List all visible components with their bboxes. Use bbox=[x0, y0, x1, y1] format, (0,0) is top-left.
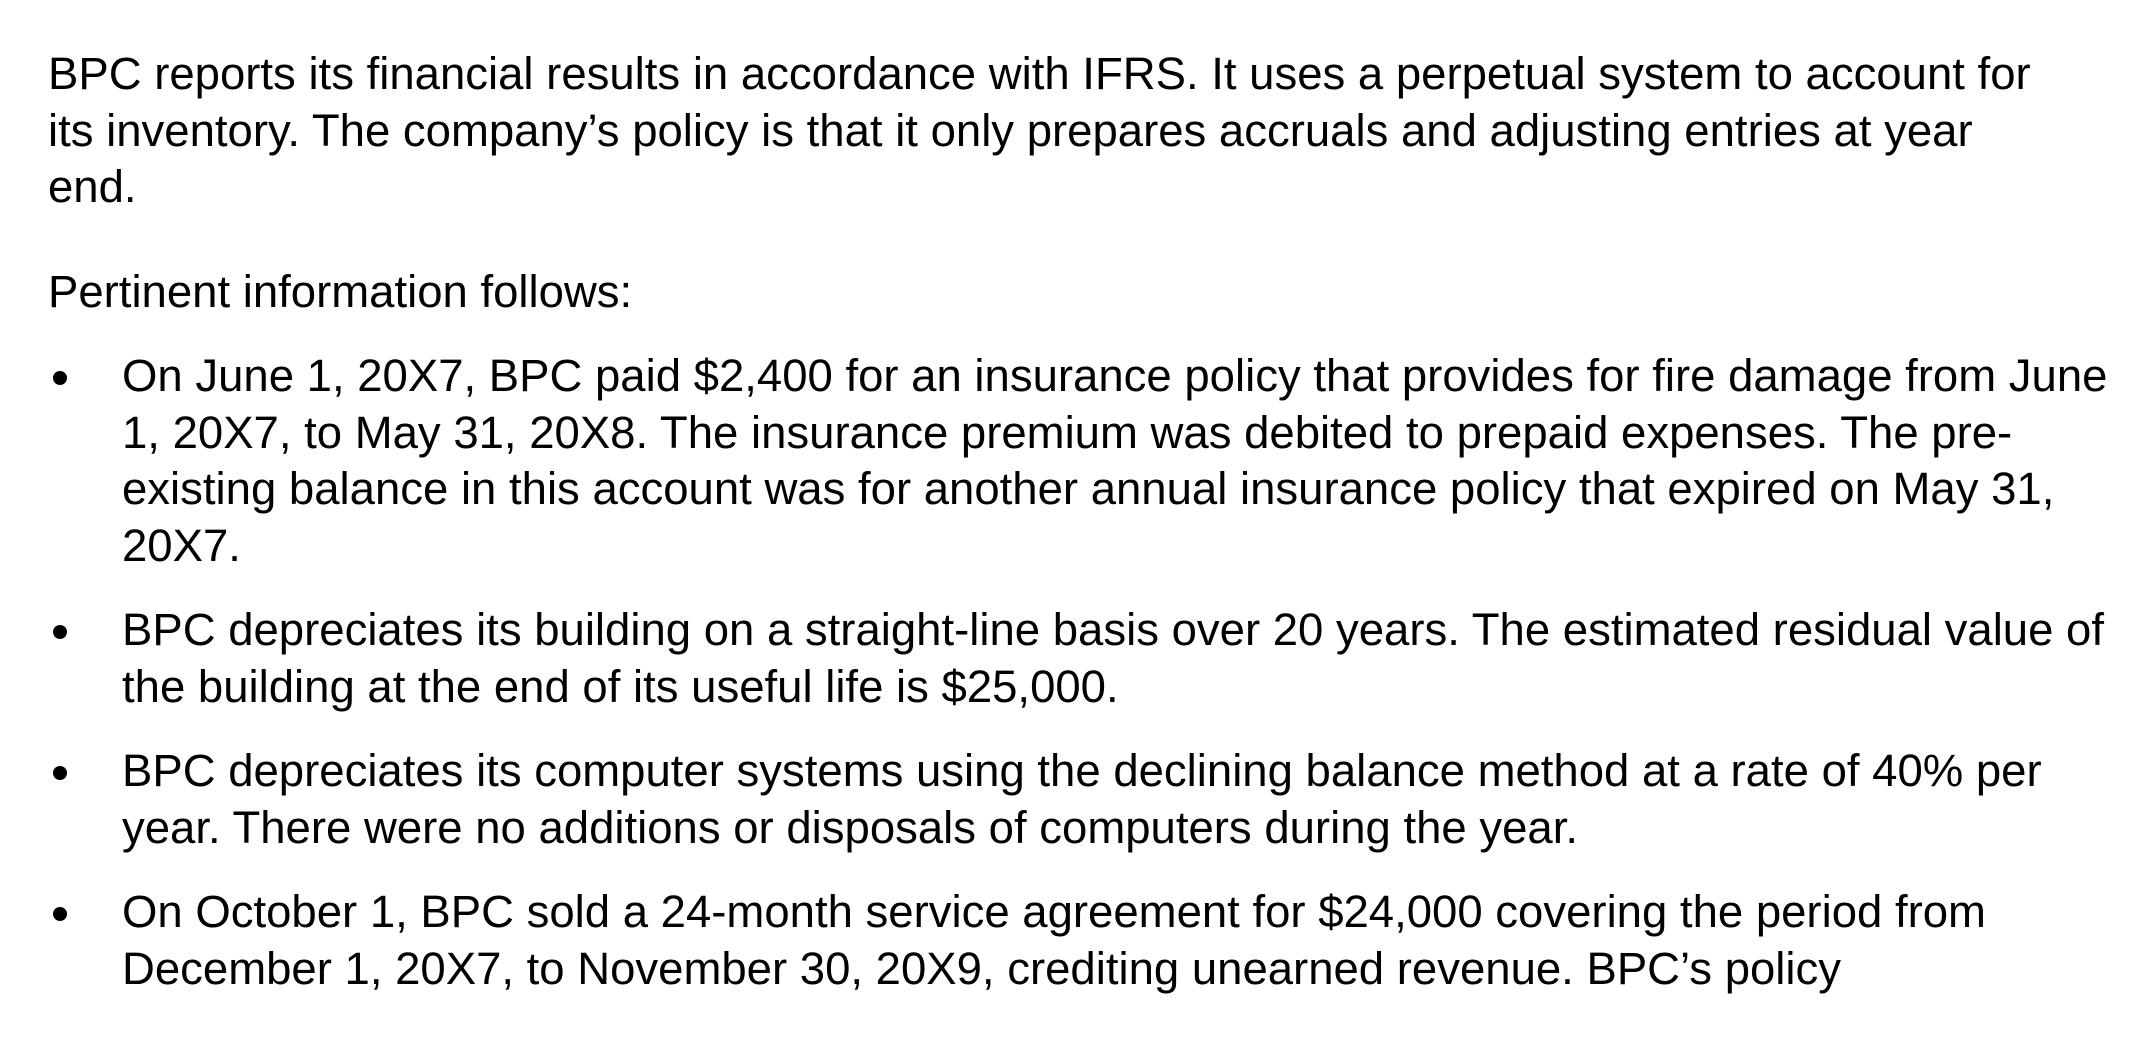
list-item bbox=[48, 884, 2118, 997]
list-item-text: On October 1, BPC sold a 24-month service agreement for $24,000 covering the period from December 1, 20X7, to November 30, 20X9, crediting unearned revenue. BPC’s policy bbox=[122, 886, 1986, 994]
list-item bbox=[48, 348, 2118, 574]
bullet-icon bbox=[53, 625, 67, 639]
list-item bbox=[48, 743, 2118, 856]
list-item-text: BPC depreciates its computer systems using the declining balance method at a rate of 40% per year. There were no additions or disposals of computers during the year. bbox=[122, 745, 2042, 853]
list-item-text: BPC depreciates its building on a straight-line basis over 20 years. The estimated residual value of the building at the end of its useful life is $25,000. bbox=[122, 604, 2105, 712]
list-item bbox=[48, 602, 2118, 715]
pertinent-info-heading: Pertinent information follows: bbox=[48, 265, 633, 317]
bullet-icon bbox=[53, 766, 67, 780]
list-item-text: On June 1, 20X7, BPC paid $2,400 for an insurance policy that provides for fire damage from June 1, 20X7, to May 31, 20X8. The insurance premium was debited to prepaid expenses. The pre-existing balance in this account was for another annual insurance policy that expired on May 31, 20X7. bbox=[122, 350, 2108, 571]
bullet-icon bbox=[53, 907, 67, 921]
intro-paragraph: BPC reports its financial results in accordance with IFRS. It uses a perpetual system to account for its inventory. The company’s policy is that it only prepares accruals and adjusting entries at year end. bbox=[48, 48, 2031, 212]
document-body bbox=[48, 46, 2118, 997]
bullet-icon bbox=[53, 371, 67, 385]
pertinent-info-list bbox=[48, 348, 2118, 997]
